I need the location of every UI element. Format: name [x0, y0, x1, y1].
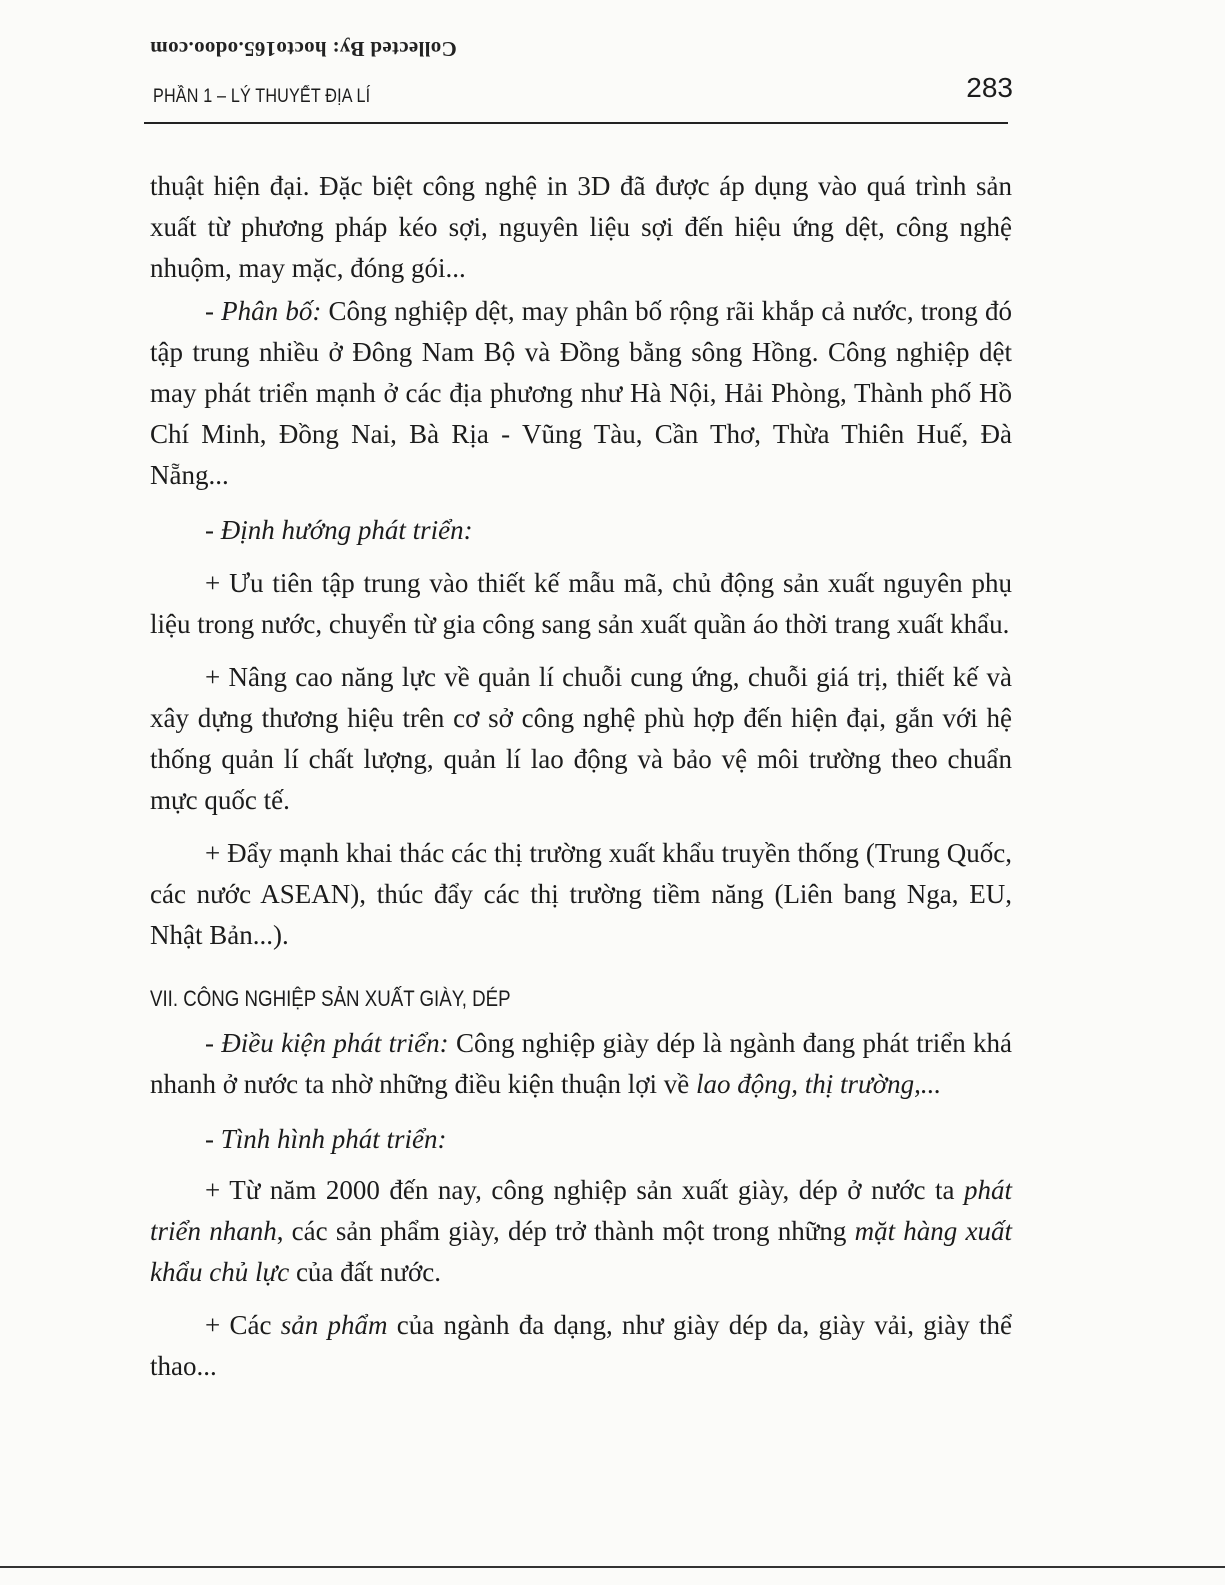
paragraph-situation-label	[150, 1119, 1012, 1160]
emphasis-key-export: mặt hàng xuất khẩu chủ lực	[150, 1216, 1013, 1287]
text-growth-a: + Từ năm 2000 đến nay, công nghiệp sản xuất giày, dép ở nước ta	[205, 1175, 964, 1205]
header-rule	[144, 122, 1008, 124]
page-body	[150, 166, 1012, 1387]
emphasis-growth-fast: phát triển nhanh	[150, 1175, 1012, 1246]
paragraph-orientation-label	[150, 510, 1012, 551]
bullet-products	[150, 1305, 1012, 1387]
emphasis-products: sản phẩm	[280, 1310, 388, 1340]
running-head: PHẦN 1 – LÝ THUYẾT ĐỊA LÍ	[153, 86, 371, 107]
bullet-design-priority: + Ưu tiên tập trung vào thiết kế mẫu mã, chủ động sản xuất nguyên phụ liệu trong nước, chuyển từ gia công sang sản xuất quần áo thời trang xuất khẩu.	[150, 568, 1012, 639]
text-products-b: của ngành đa dạng, như giày dép da, giày vải, giày thể thao...	[150, 1310, 1012, 1381]
emphasis-conditions: lao động, thị trường,...	[696, 1069, 942, 1099]
bullet-capacity-improvement: + Nâng cao năng lực về quản lí chuỗi cung ứng, chuỗi giá trị, thiết kế và xây dựng thương hiệu trên cơ sở công nghệ phù hợp đến hiện đại, gắn với hệ thống quản lí chất lượng, quản lí lao động và bảo vệ môi trường theo chuẩn mực quốc tế.	[150, 662, 1012, 815]
paragraph-conditions	[150, 1023, 1012, 1105]
paragraph-continuation: thuật hiện đại. Đặc biệt công nghệ in 3D đã được áp dụng vào quá trình sản xuất từ phương pháp kéo sợi, nguyên liệu sợi đến hiệu ứng dệt, công nghệ nhuộm, may mặc, đóng gói...	[150, 171, 1012, 283]
watermark-text: Collected By: hocto165.odoo.com	[150, 37, 457, 61]
paragraph-distribution	[150, 291, 1012, 496]
label-distribution: - Phân bố:	[205, 296, 322, 326]
label-conditions: - Điều kiện phát triển:	[205, 1028, 449, 1058]
text-distribution: Công nghiệp dệt, may phân bố rộng rãi khắp cả nước, trong đó tập trung nhiều ở Đông Nam Bộ và Đồng bằng sông Hồng. Công nghiệp dệt may phát triển mạnh ở các địa phương như Hà Nội, Hải Phòng, Thành phố Hồ Chí Minh, Đồng Nai, Bà Rịa - Vũng Tàu, Cần Thơ, Thừa Thiên Huế, Đà Nẵng...	[150, 296, 1012, 490]
label-orientation: - Định hướng phát triển:	[205, 515, 473, 545]
page-number: 283	[966, 72, 1013, 103]
bullet-export-markets: + Đẩy mạnh khai thác các thị trường xuất khẩu truyền thống (Trung Quốc, các nước ASEAN), thúc đẩy các thị trường tiềm năng (Liên bang Nga, EU, Nhật Bản...).	[150, 838, 1012, 950]
text-conditions: Công nghiệp giày dép là ngành đang phát triển khá nhanh ở nước ta nhờ những điều kiện thuận lợi về	[150, 1028, 1012, 1099]
scan-bottom-edge	[0, 1566, 1225, 1568]
section-heading: VII. CÔNG NGHIỆP SẢN XUẤT GIÀY, DÉP	[150, 986, 511, 1011]
label-situation: - Tình hình phát triển:	[205, 1124, 447, 1154]
bullet-growth	[150, 1170, 1012, 1293]
text-growth-b: , các sản phẩm giày, dép trở thành một trong những	[276, 1216, 855, 1246]
text-products-a: + Các	[205, 1310, 281, 1340]
text-growth-c: của đất nước.	[289, 1257, 442, 1287]
